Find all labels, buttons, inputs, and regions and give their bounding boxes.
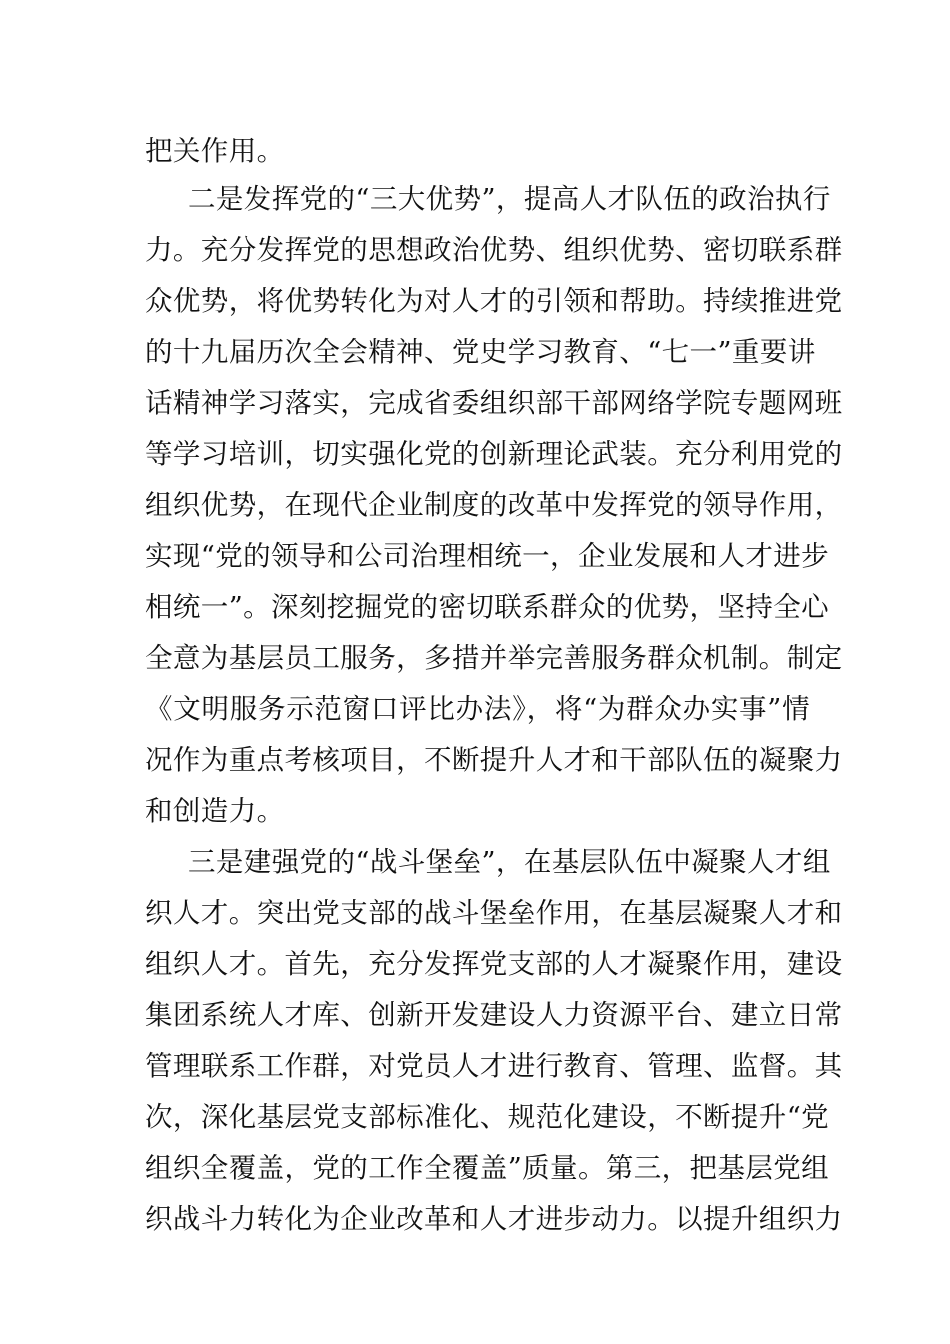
text-line: 的十九届历次全会精神、党史学习教育、“七一”重要讲 <box>145 336 816 368</box>
text-line: 话精神学习落实，完成省委组织部干部网络学院专题网班 <box>145 387 843 419</box>
text-line: 把关作用。 <box>145 135 285 167</box>
text-line: 组织优势，在现代企业制度的改革中发挥党的领导作用， <box>145 489 843 521</box>
text-line: 等学习培训，切实强化党的创新理论武装。充分利用党的 <box>145 438 843 470</box>
text-line: 众优势，将优势转化为对人才的引领和帮助。持续推进党 <box>145 285 843 317</box>
text-line: 况作为重点考核项目，不断提升人才和干部队伍的凝聚力 <box>145 744 843 776</box>
text-line: 织人才。突出党支部的战斗堡垒作用，在基层凝聚人才和 <box>145 897 843 929</box>
text-line: 相统一”。深刻挖掘党的密切联系群众的优势，坚持全心 <box>145 591 830 623</box>
text-line: 织战斗力转化为企业改革和人才进步动力。以提升组织力 <box>145 1203 843 1235</box>
text-line: 和创造力。 <box>145 795 285 827</box>
text-line: 次，深化基层党支部标准化、规范化建设，不断提升“党 <box>145 1101 830 1133</box>
paragraph-start-line: 三是建强党的“战斗堡垒”，在基层队伍中凝聚人才组 <box>188 846 831 878</box>
text-line: 力。充分发挥党的思想政治优势、组织优势、密切联系群 <box>145 234 843 266</box>
text-line: 组织全覆盖，党的工作全覆盖”质量。第三，把基层党组 <box>145 1152 830 1184</box>
text-line: 管理联系工作群，对党员人才进行教育、管理、监督。其 <box>145 1050 843 1082</box>
paragraph-start-line: 二是发挥党的“三大优势”，提高人才队伍的政治执行 <box>188 183 831 215</box>
text-line: 《文明服务示范窗口评比办法》，将“为群众办实事”情 <box>145 693 810 725</box>
text-line: 全意为基层员工服务，多措并举完善服务群众机制。制定 <box>145 642 843 674</box>
text-line: 组织人才。首先，充分发挥党支部的人才凝聚作用，建设 <box>145 948 843 980</box>
text-line: 集团系统人才库、创新开发建设人力资源平台、建立日常 <box>145 999 843 1031</box>
text-line: 实现“党的领导和公司治理相统一，企业发展和人才进步 <box>145 540 830 572</box>
